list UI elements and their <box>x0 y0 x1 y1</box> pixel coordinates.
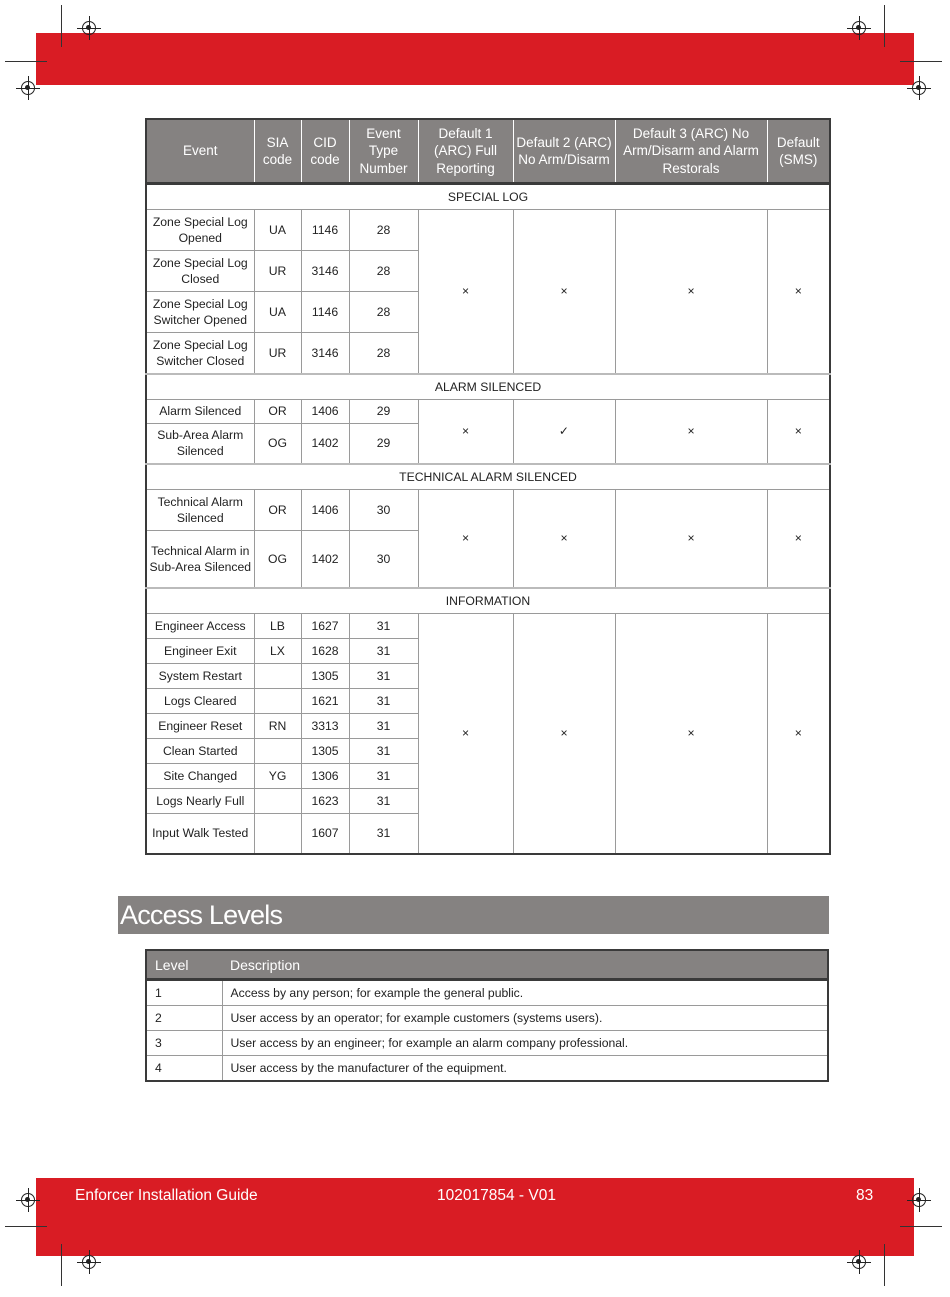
level-cell: 1 <box>146 980 222 1006</box>
sia-cell <box>254 688 301 713</box>
cid-cell: 1402 <box>301 531 349 588</box>
cid-cell: 1627 <box>301 613 349 638</box>
table-header-row <box>146 950 828 980</box>
header-band <box>36 33 914 85</box>
footer-title: Enforcer Installation Guide <box>75 1187 258 1204</box>
event-cell: Site Changed <box>146 763 254 788</box>
cid-cell: 1146 <box>301 292 349 333</box>
level-cell: 3 <box>146 1031 222 1056</box>
cid-cell: 3146 <box>301 333 349 374</box>
default-3-mark: × <box>615 399 767 464</box>
type-cell: 31 <box>349 663 418 688</box>
crop-mark <box>884 1244 885 1286</box>
registration-mark-icon <box>82 21 96 35</box>
table-row <box>146 613 830 638</box>
default-3-mark: × <box>615 490 767 588</box>
registration-mark-icon <box>912 1193 926 1207</box>
type-cell: 28 <box>349 292 418 333</box>
event-cell: Engineer Exit <box>146 638 254 663</box>
sia-cell: LX <box>254 638 301 663</box>
section-title: INFORMATION <box>146 588 830 614</box>
event-cell: Zone Special Log Closed <box>146 251 254 292</box>
event-cell: Input Walk Tested <box>146 813 254 854</box>
event-cell: Clean Started <box>146 738 254 763</box>
event-cell: Sub-Area Alarm Silenced <box>146 423 254 464</box>
type-cell: 31 <box>349 613 418 638</box>
event-cell: System Restart <box>146 663 254 688</box>
level-cell: 4 <box>146 1056 222 1082</box>
sia-cell: OG <box>254 423 301 464</box>
event-cell: Alarm Silenced <box>146 399 254 423</box>
event-cell: Logs Nearly Full <box>146 788 254 813</box>
type-cell: 31 <box>349 638 418 663</box>
cid-cell: 1406 <box>301 490 349 531</box>
column-header: CID code <box>301 119 349 184</box>
cid-cell: 1621 <box>301 688 349 713</box>
table-header-row <box>146 119 830 184</box>
crop-mark <box>884 5 885 47</box>
cid-cell: 3313 <box>301 713 349 738</box>
event-cell: Logs Cleared <box>146 688 254 713</box>
default-2-mark: × <box>513 210 615 374</box>
type-cell: 31 <box>349 788 418 813</box>
registration-mark-icon <box>912 81 926 95</box>
sia-cell: OR <box>254 399 301 423</box>
type-cell: 31 <box>349 738 418 763</box>
event-cell: Zone Special Log Opened <box>146 210 254 251</box>
sia-cell: UR <box>254 333 301 374</box>
column-header: Default 2 (ARC) No Arm/Disarm <box>513 119 615 184</box>
cid-cell: 1305 <box>301 738 349 763</box>
column-header: Event <box>146 119 254 184</box>
type-cell: 31 <box>349 713 418 738</box>
sia-cell: RN <box>254 713 301 738</box>
default-3-mark: × <box>615 613 767 854</box>
type-cell: 29 <box>349 423 418 464</box>
sia-cell: UR <box>254 251 301 292</box>
crop-mark <box>900 1226 942 1227</box>
event-cell: Engineer Access <box>146 613 254 638</box>
type-cell: 28 <box>349 333 418 374</box>
sia-cell <box>254 788 301 813</box>
type-cell: 30 <box>349 531 418 588</box>
crop-mark <box>5 1226 47 1227</box>
type-cell: 28 <box>349 210 418 251</box>
access-levels-table <box>145 949 829 1082</box>
sia-cell: YG <box>254 763 301 788</box>
default-sms-mark: × <box>767 399 830 464</box>
sia-cell: OG <box>254 531 301 588</box>
type-cell: 31 <box>349 813 418 854</box>
column-header: Default (SMS) <box>767 119 830 184</box>
registration-mark-icon <box>852 21 866 35</box>
description-cell: Access by any person; for example the general public. <box>222 980 828 1006</box>
column-header: Default 3 (ARC) No Arm/Disarm and Alarm Restorals <box>615 119 767 184</box>
sia-cell <box>254 663 301 688</box>
default-sms-mark: × <box>767 490 830 588</box>
type-cell: 28 <box>349 251 418 292</box>
default-3-mark: × <box>615 210 767 374</box>
registration-mark-icon <box>21 81 35 95</box>
column-header: Default 1 (ARC) Full Reporting <box>418 119 513 184</box>
cid-cell: 1306 <box>301 763 349 788</box>
table-row <box>146 980 828 1006</box>
cid-cell: 1628 <box>301 638 349 663</box>
sia-cell: OR <box>254 490 301 531</box>
column-header: SIA code <box>254 119 301 184</box>
footer-doc-code: 102017854 - V01 <box>437 1187 556 1204</box>
cid-cell: 1305 <box>301 663 349 688</box>
cid-cell: 1607 <box>301 813 349 854</box>
crop-mark <box>61 5 62 47</box>
section-title: ALARM SILENCED <box>146 374 830 400</box>
cid-cell: 1402 <box>301 423 349 464</box>
crop-mark <box>61 1244 62 1286</box>
type-cell: 29 <box>349 399 418 423</box>
default-sms-mark: × <box>767 210 830 374</box>
table-row <box>146 1056 828 1082</box>
event-cell: Technical Alarm in Sub-Area Silenced <box>146 531 254 588</box>
default-1-mark: × <box>418 210 513 374</box>
sia-cell <box>254 738 301 763</box>
cid-cell: 1146 <box>301 210 349 251</box>
section-title: SPECIAL LOG <box>146 184 830 210</box>
page-number: 83 <box>856 1187 874 1204</box>
table-row <box>146 399 830 423</box>
event-cell: Zone Special Log Switcher Closed <box>146 333 254 374</box>
sia-cell: LB <box>254 613 301 638</box>
event-cell: Engineer Reset <box>146 713 254 738</box>
default-1-mark: × <box>418 613 513 854</box>
default-1-mark: × <box>418 399 513 464</box>
sia-cell: UA <box>254 210 301 251</box>
event-reporting-table <box>145 118 831 855</box>
crop-mark <box>5 61 47 62</box>
section-title: TECHNICAL ALARM SILENCED <box>146 464 830 490</box>
type-cell: 31 <box>349 688 418 713</box>
column-header: Description <box>222 950 828 980</box>
description-cell: User access by an operator; for example customers (systems users). <box>222 1006 828 1031</box>
table-row <box>146 490 830 531</box>
default-sms-mark: × <box>767 613 830 854</box>
description-cell: User access by the manufacturer of the equipment. <box>222 1056 828 1082</box>
description-cell: User access by an engineer; for example an alarm company professional. <box>222 1031 828 1056</box>
event-cell: Technical Alarm Silenced <box>146 490 254 531</box>
event-cell: Zone Special Log Switcher Opened <box>146 292 254 333</box>
sia-cell: UA <box>254 292 301 333</box>
table-row <box>146 210 830 251</box>
default-1-mark: × <box>418 490 513 588</box>
type-cell: 31 <box>349 763 418 788</box>
column-header: Level <box>146 950 222 980</box>
crop-mark <box>900 61 942 62</box>
column-header: Event Type Number <box>349 119 418 184</box>
default-2-mark: × <box>513 613 615 854</box>
type-cell: 30 <box>349 490 418 531</box>
sia-cell <box>254 813 301 854</box>
table-row <box>146 1006 828 1031</box>
default-2-mark: × <box>513 490 615 588</box>
cid-cell: 1623 <box>301 788 349 813</box>
cid-cell: 1406 <box>301 399 349 423</box>
default-2-check: ✓ <box>513 399 615 464</box>
level-cell: 2 <box>146 1006 222 1031</box>
registration-mark-icon <box>82 1255 96 1269</box>
cid-cell: 3146 <box>301 251 349 292</box>
registration-mark-icon <box>21 1193 35 1207</box>
section-heading: Access Levels <box>118 896 829 934</box>
table-row <box>146 1031 828 1056</box>
registration-mark-icon <box>852 1255 866 1269</box>
